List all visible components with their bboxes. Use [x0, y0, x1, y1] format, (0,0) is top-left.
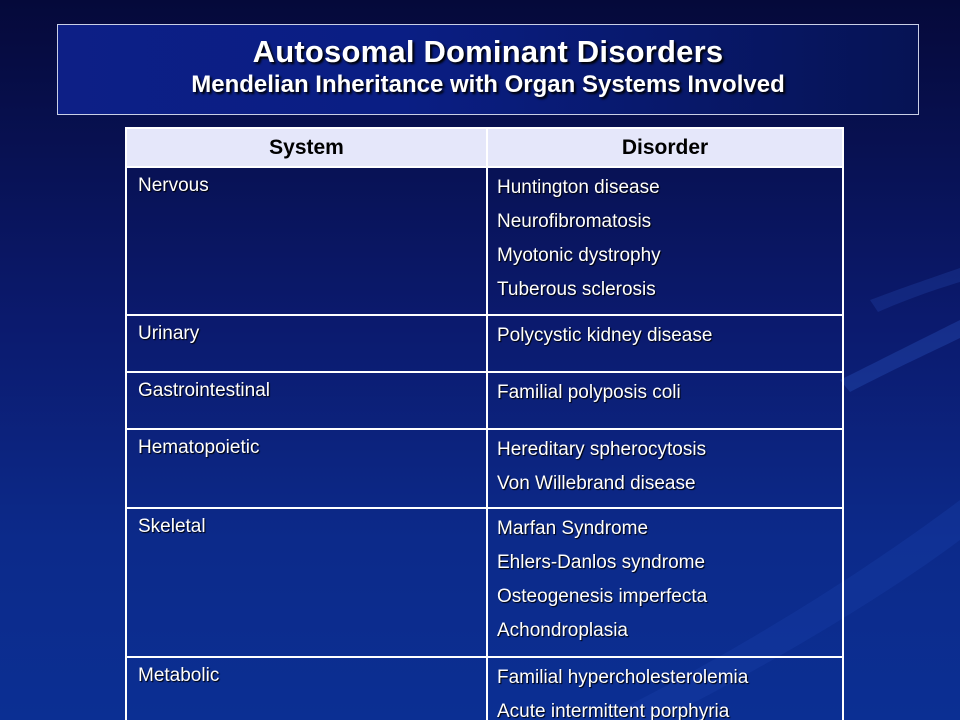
disorder-item: Neurofibromatosis — [497, 211, 652, 232]
disorder-cell — [487, 508, 843, 657]
system-cell: Hematopoietic — [126, 429, 487, 508]
disorder-item: Acute intermittent porphyria — [497, 701, 730, 720]
disorder-item: Ehlers-Danlos syndrome — [497, 552, 706, 573]
slide-subtitle: Mendelian Inheritance with Organ Systems Involved — [191, 71, 785, 98]
slide-title: Autosomal Dominant Disorders — [252, 34, 724, 69]
disorder-cell — [487, 372, 843, 429]
system-cell: Skeletal — [126, 508, 487, 657]
column-header-disorder: Disorder — [487, 128, 843, 167]
disorder-cell — [487, 167, 843, 315]
system-cell: Urinary — [126, 315, 487, 372]
disorder-item: Von Willebrand disease — [497, 473, 696, 494]
table-row — [126, 167, 843, 315]
disorder-cell — [487, 657, 843, 720]
system-cell: Metabolic — [126, 657, 487, 720]
disorder-item: Familial hypercholesterolemia — [497, 667, 749, 688]
table-row — [126, 315, 843, 372]
table-row — [126, 657, 843, 720]
disorder-item: Myotonic dystrophy — [497, 245, 661, 266]
disorder-item: Huntington disease — [497, 177, 660, 198]
table-row — [126, 508, 843, 657]
disorder-item: Marfan Syndrome — [497, 518, 649, 539]
table-row — [126, 372, 843, 429]
disorder-item: Familial polyposis coli — [497, 382, 681, 403]
disorders-table — [125, 127, 844, 720]
disorder-item: Hereditary spherocytosis — [497, 439, 707, 460]
table-row — [126, 429, 843, 508]
disorder-item: Osteogenesis imperfecta — [497, 586, 708, 607]
disorder-item: Tuberous sclerosis — [497, 279, 656, 300]
disorder-cell — [487, 429, 843, 508]
system-cell: Gastrointestinal — [126, 372, 487, 429]
disorder-item: Achondroplasia — [497, 620, 628, 641]
table-header-row — [126, 128, 843, 167]
disorder-item: Polycystic kidney disease — [497, 325, 713, 346]
title-box — [57, 24, 919, 115]
column-header-system: System — [126, 128, 487, 167]
disorder-cell — [487, 315, 843, 372]
system-cell: Nervous — [126, 167, 487, 315]
